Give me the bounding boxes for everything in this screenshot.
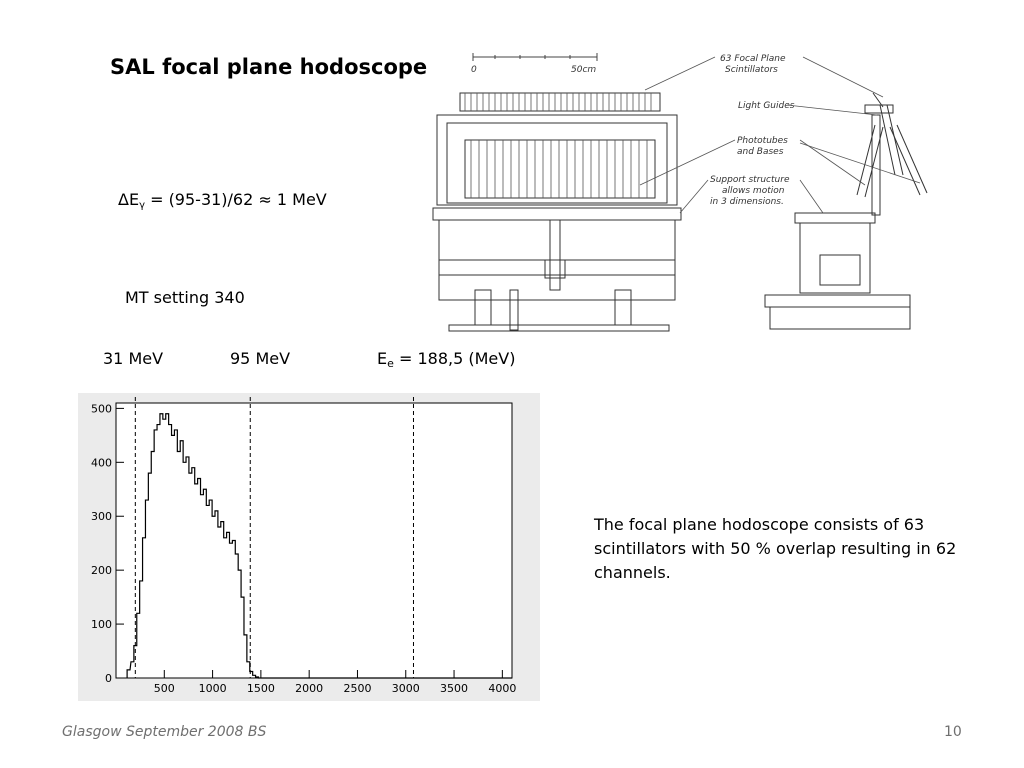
scale-zero-label: 0 [471, 65, 477, 75]
mt-setting-label: MT setting 340 [125, 288, 245, 307]
front-view-assembly [433, 93, 681, 331]
gamma-subscript: γ [139, 200, 145, 211]
x-tick-label: 1500 [246, 682, 275, 695]
description-text: The focal plane hodoscope consists of 63 scintillators with 50 % overlap resulting in 62 channels. [594, 515, 957, 582]
y-tick-label: 100 [91, 618, 112, 632]
y-tick-label: 400 [91, 456, 112, 470]
side-view-assembly [765, 93, 927, 329]
electron-energy-label [377, 349, 515, 370]
x-tick-label: 500 [153, 682, 175, 695]
y-tick-label: 200 [91, 564, 112, 578]
ee-subscript: e [387, 357, 394, 370]
histogram-plot-area [116, 403, 512, 678]
y-tick-label: 500 [91, 402, 112, 416]
energy-resolution-formula [118, 190, 327, 211]
y-tick-label: 0 [105, 672, 112, 685]
hodoscope-histogram [78, 393, 540, 701]
x-tick-label: 4000 [488, 682, 517, 695]
drawing-annotations [710, 54, 795, 207]
annotation-three-dimensions: in 3 dimensions. [710, 197, 784, 207]
marker-label-95: 95 MeV [230, 349, 291, 368]
annotation-light-guides: Light Guides [738, 101, 795, 111]
x-tick-label: 2000 [295, 682, 324, 695]
annotation-support-structure: Support structure [710, 175, 790, 185]
ee-value: = 188,5 (MeV) [393, 349, 516, 368]
slide-title: SAL focal plane hodoscope [110, 55, 428, 79]
x-tick-label: 3000 [391, 682, 420, 695]
annotation-focal-plane: 63 Focal Plane [720, 54, 786, 64]
x-tick-label: 2500 [343, 682, 372, 695]
hodoscope-drawing [425, 45, 935, 335]
page-number: 10 [944, 724, 962, 740]
marker-label-31: 31 MeV [103, 349, 164, 368]
x-tick-label: 3500 [440, 682, 469, 695]
delta-e-symbol: ΔE [118, 190, 140, 209]
y-tick-label: 300 [91, 510, 112, 524]
annotation-phototubes: Phototubes [737, 136, 788, 146]
ee-symbol: E [377, 349, 388, 368]
x-tick-label: 1000 [198, 682, 227, 695]
annotation-scintillators: Scintillators [725, 65, 778, 75]
footer-text: Glasgow September 2008 BS [62, 724, 267, 740]
annotation-and-bases: and Bases [737, 147, 784, 157]
formula-expression: = (95-31)/62 ≈ 1 MeV [144, 190, 327, 209]
annotation-allows-motion: allows motion [722, 186, 785, 196]
scale-end-label: 50cm [571, 65, 597, 75]
scale-bar [473, 53, 597, 61]
